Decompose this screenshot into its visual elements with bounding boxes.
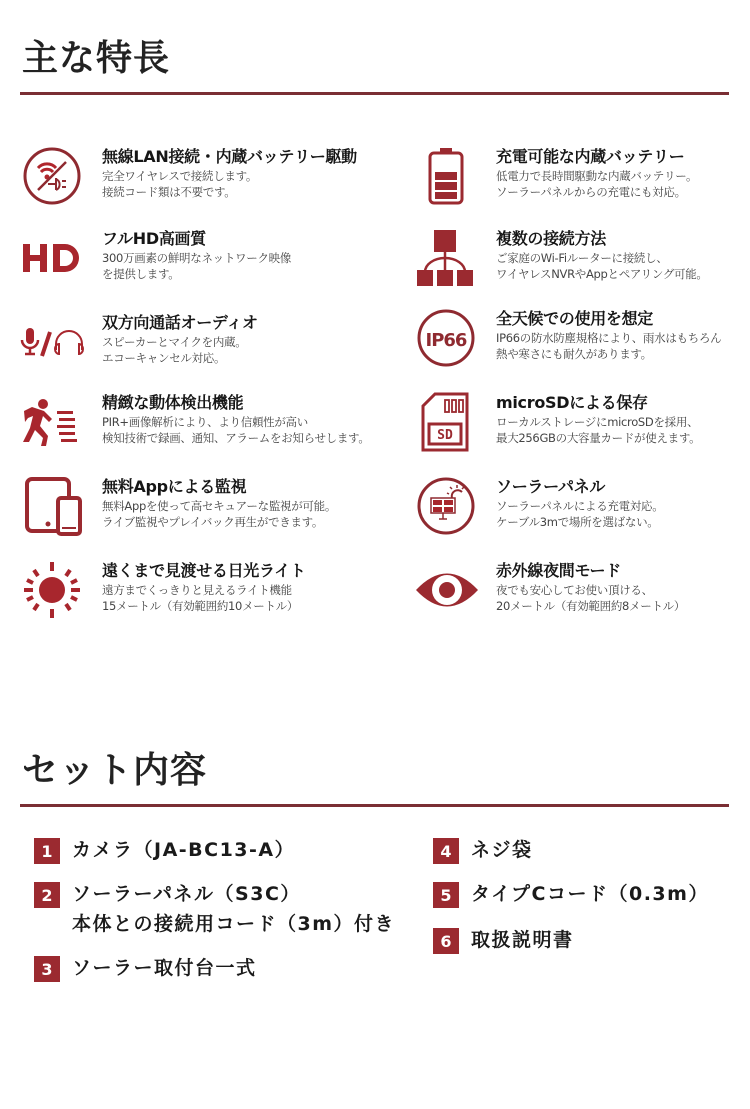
feature-desc-line: 遠方までくっきりと見えるライト機能 xyxy=(102,583,292,597)
feature-microsd xyxy=(414,390,750,460)
feature-wireless xyxy=(20,144,360,214)
set-item-label xyxy=(72,879,395,939)
feature-solar-panel xyxy=(414,474,750,544)
set-item-1 xyxy=(34,838,295,865)
feature-desc xyxy=(102,582,298,614)
feature-desc-line: 完全ワイヤレスで接続します。 xyxy=(102,169,258,183)
solar-panel-icon xyxy=(414,474,478,538)
svg-text:SD: SD xyxy=(437,428,453,443)
number-badge: 3 xyxy=(34,956,60,982)
features-title: 主な特長 xyxy=(22,38,171,79)
feature-desc-line: PIR+画像解析により、より信頼性が高い xyxy=(102,415,308,429)
feature-desc-line: ローカルストレージにmicroSDを採用、 xyxy=(496,415,699,429)
feature-title: 遠くまで見渡せる日光ライト xyxy=(102,561,306,580)
feature-desc xyxy=(102,334,246,366)
battery-icon xyxy=(414,144,478,208)
feature-desc xyxy=(102,414,370,446)
feature-desc-line: ご家庭のWi-Fiルーターに接続し、 xyxy=(496,251,668,265)
feature-desc xyxy=(102,498,336,530)
set-item-label xyxy=(72,953,257,983)
feature-motion-detection xyxy=(20,390,370,460)
feature-desc-line: ソーラーパネルによる充電対応。 xyxy=(496,499,664,513)
feature-desc-line: ワイヤレスNVRやAppとペアリング可能。 xyxy=(496,267,708,281)
feature-title: microSDによる保存 xyxy=(496,393,648,412)
feature-desc-line: を提供します。 xyxy=(102,267,180,281)
set-item-line: ネジ袋 xyxy=(471,839,533,861)
set-item-label xyxy=(471,835,533,865)
feature-title: 双方向通話オーディオ xyxy=(102,313,258,332)
feature-title: 無線LAN接続・内蔵バッテリー駆動 xyxy=(102,147,357,166)
feature-title: 赤外線夜間モード xyxy=(496,561,621,580)
feature-connection-methods xyxy=(414,226,750,296)
set-item-line: タイプCコード（0.3m） xyxy=(471,883,709,905)
feature-all-weather xyxy=(414,306,750,376)
set-item-label xyxy=(471,879,709,909)
number-badge: 2 xyxy=(34,882,60,908)
feature-title: 複数の接続方法 xyxy=(496,229,606,248)
feature-desc-line: ケーブル3mで場所を選ばない。 xyxy=(496,515,659,529)
running-person-icon xyxy=(20,390,84,454)
set-item-2 xyxy=(34,882,395,939)
set-item-line: 本体との接続用コード（3m）付き xyxy=(72,913,396,935)
feature-title: 精緻な動体検出機能 xyxy=(102,393,244,412)
ip66-icon xyxy=(414,306,478,370)
feature-desc-line: 最大256GBの大容量カードが使えます。 xyxy=(496,431,701,445)
feature-two-way-audio xyxy=(20,310,360,380)
feature-desc-line: 検知技術で録画、通知、アラームをお知らせします。 xyxy=(102,431,370,445)
sun-light-icon xyxy=(20,558,84,622)
feature-free-app xyxy=(20,474,360,544)
set-item-3 xyxy=(34,956,257,983)
feature-desc-line: 300万画素の鮮明なネットワーク映像 xyxy=(102,251,292,265)
feature-desc xyxy=(496,582,685,614)
mic-headphones-icon xyxy=(20,310,84,374)
feature-desc-line: エコーキャンセル対応。 xyxy=(102,351,226,365)
number-badge: 4 xyxy=(433,838,459,864)
feature-desc xyxy=(496,330,721,362)
set-item-line: ソーラーパネル（S3C） xyxy=(72,883,301,905)
feature-title: フルHD高画質 xyxy=(102,229,206,248)
feature-desc-line: IP66の防水防塵規格により、雨水はもちろん xyxy=(496,331,722,345)
set-item-line: カメラ（JA-BC13-A） xyxy=(72,839,296,861)
feature-desc-line: 低電力で長時間駆動な内蔵バッテリー。 xyxy=(496,169,698,183)
feature-desc-line: 夜でも安心してお使い頂ける、 xyxy=(496,583,653,597)
hd-icon xyxy=(20,226,84,290)
set-item-label xyxy=(72,835,295,865)
set-item-6 xyxy=(433,928,574,955)
feature-desc xyxy=(496,168,697,200)
svg-text:IP66: IP66 xyxy=(425,330,467,351)
features-divider xyxy=(20,92,729,95)
feature-desc-line: 15メートル（有効範囲約10メートル） xyxy=(102,599,299,613)
wireless-no-cable-icon xyxy=(20,144,84,208)
sd-card-icon xyxy=(414,390,478,454)
feature-title: 充電可能な内蔵バッテリー xyxy=(496,147,685,166)
feature-desc-line: 熱や寒さにも耐久があります。 xyxy=(496,347,652,361)
network-hierarchy-icon xyxy=(414,226,478,290)
feature-night-vision xyxy=(414,558,750,628)
feature-desc xyxy=(496,498,663,530)
set-contents-title: セット内容 xyxy=(22,750,208,791)
feature-full-hd xyxy=(20,226,360,296)
set-item-4 xyxy=(433,838,533,865)
set-item-5 xyxy=(433,882,709,909)
set-item-line: ソーラー取付台一式 xyxy=(72,957,257,979)
feature-desc xyxy=(102,168,257,200)
number-badge: 5 xyxy=(433,882,459,908)
feature-desc-line: ライブ監視やプレイバック再生ができます。 xyxy=(102,515,324,529)
eye-icon xyxy=(414,558,480,622)
feature-desc-line: 20メートル（有効範囲約8メートル） xyxy=(496,599,686,613)
feature-desc-line: 無料Appを使って高セキュアーな監視が可能。 xyxy=(102,499,337,513)
set-item-label xyxy=(471,925,574,955)
feature-battery xyxy=(414,144,750,214)
number-badge: 6 xyxy=(433,928,459,954)
feature-desc-line: ソーラーパネルからの充電にも対応。 xyxy=(496,185,686,199)
feature-daylight xyxy=(20,558,360,628)
tablet-phone-icon xyxy=(20,474,84,538)
feature-desc xyxy=(496,414,700,446)
number-badge: 1 xyxy=(34,838,60,864)
feature-desc-line: スピーカーとマイクを内蔵。 xyxy=(102,335,247,349)
feature-title: ソーラーパネル xyxy=(496,477,606,496)
feature-title: 全天候での使用を想定 xyxy=(496,309,654,328)
feature-desc xyxy=(496,250,708,282)
feature-desc xyxy=(102,250,291,282)
set-contents-divider xyxy=(20,804,729,807)
feature-desc-line: 接続コード類は不要です。 xyxy=(102,185,236,199)
feature-title: 無料Appによる監視 xyxy=(102,477,247,496)
set-item-line: 取扱説明書 xyxy=(471,929,574,951)
